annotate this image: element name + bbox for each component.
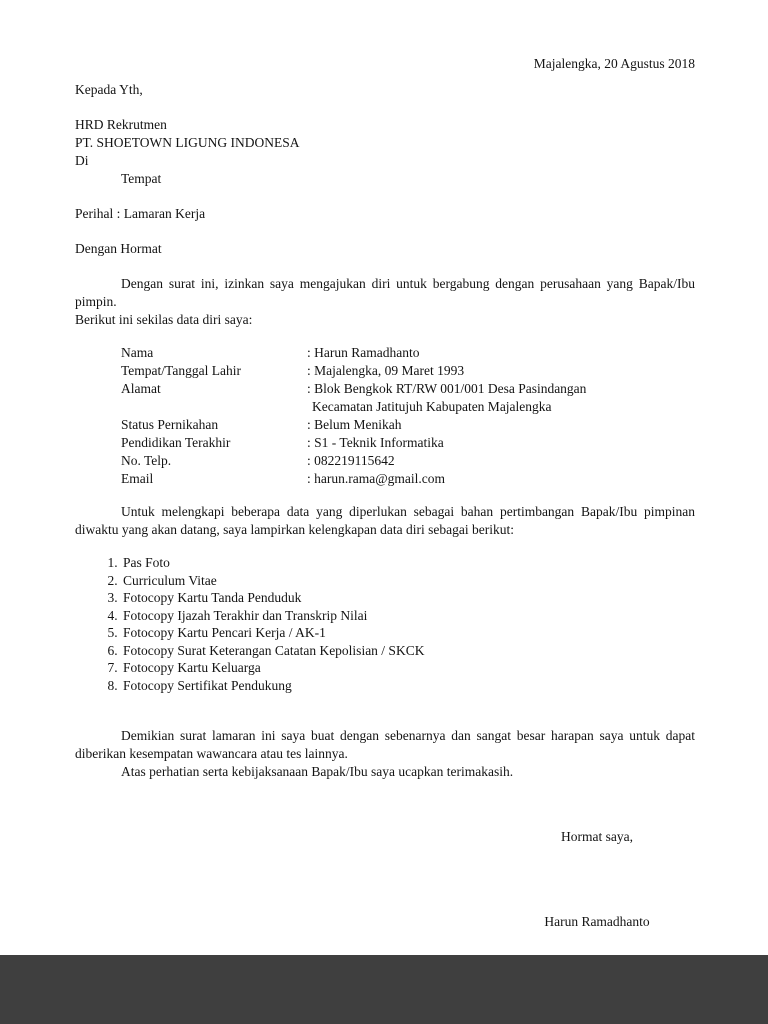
data-label: Nama bbox=[121, 345, 154, 360]
attachment-item: 4. Fotocopy Ijazah Terakhir dan Transkrip Nilai bbox=[121, 607, 695, 625]
attachment-item: 1. Pas Foto bbox=[121, 554, 695, 572]
data-value: : Harun Ramadhanto bbox=[307, 345, 420, 360]
intro-paragraph-cont: Berikut ini sekilas data diri saya: bbox=[75, 312, 253, 327]
data-value: : 082219115642 bbox=[307, 453, 395, 468]
data-value: : Majalengka, 09 Maret 1993 bbox=[307, 363, 465, 378]
data-value: Kecamatan Jatitujuh Kabupaten Majalengka bbox=[312, 399, 552, 414]
data-value: : Belum Menikah bbox=[307, 417, 402, 432]
intro-paragraph: Dengan surat ini, izinkan saya mengajukan diri untuk bergabung dengan perusahaan yang Bapak/Ibu pimpin. bbox=[75, 276, 695, 309]
signature-name: Harun Ramadhanto bbox=[544, 914, 650, 929]
recipient-block bbox=[75, 116, 695, 188]
subject-line: Perihal : Lamaran Kerja bbox=[75, 206, 206, 221]
attachments-intro-block bbox=[75, 503, 695, 539]
attachment-item: 7. Fotocopy Kartu Keluarga bbox=[121, 659, 695, 677]
signature-block bbox=[517, 828, 677, 931]
intro-block bbox=[75, 275, 695, 329]
attachment-item: 2. Curriculum Vitae bbox=[121, 572, 695, 590]
data-row-status bbox=[75, 416, 695, 434]
data-value: : harun.rama@gmail.com bbox=[307, 471, 446, 486]
attachment-item: 6. Fotocopy Surat Keterangan Catatan Kepolisian / SKCK bbox=[121, 642, 695, 660]
recipient-di: Di bbox=[75, 153, 89, 168]
attachments-list bbox=[75, 554, 695, 694]
recipient-department: HRD Rekrutmen bbox=[75, 117, 167, 132]
data-label bbox=[121, 398, 307, 416]
attachment-item: 3. Fotocopy Kartu Tanda Penduduk bbox=[121, 589, 695, 607]
data-row-ttl bbox=[75, 362, 695, 380]
personal-data-table bbox=[75, 344, 695, 488]
signature-salutation: Hormat saya, bbox=[561, 829, 633, 844]
recipient-salutation: Kepada Yth, bbox=[75, 82, 143, 97]
closing-paragraph-1: Demikian surat lamaran ini saya buat dengan sebenarnya dan sangat besar harapan saya untuk dapat diberikan kesempatan wawancara atau tes lainnya. bbox=[75, 728, 695, 761]
attachments-intro-paragraph: Untuk melengkapi beberapa data yang diperlukan sebagai bahan pertimbangan Bapak/Ibu pimpinan diwaktu yang akan datang, saya lampirkan kelengkapan data diri sebagai berikut: bbox=[75, 504, 695, 537]
recipient-company: PT. SHOETOWN LIGUNG INDONESA bbox=[75, 135, 300, 150]
recipient-tempat: Tempat bbox=[121, 171, 162, 186]
attachment-item: 8. Fotocopy Sertifikat Pendukung bbox=[121, 677, 695, 695]
data-label: Status Pernikahan bbox=[121, 417, 219, 432]
data-label: No. Telp. bbox=[121, 453, 172, 468]
closing-paragraph-2: Atas perhatian serta kebijaksanaan Bapak/Ibu saya ucapkan terimakasih. bbox=[121, 764, 514, 779]
data-label: Pendidikan Terakhir bbox=[121, 435, 231, 450]
date-line: Majalengka, 20 Agustus 2018 bbox=[533, 56, 695, 71]
data-row-pendidikan bbox=[75, 434, 695, 452]
data-row-alamat-cont bbox=[75, 398, 695, 416]
data-row-telp bbox=[75, 452, 695, 470]
greeting-line: Dengan Hormat bbox=[75, 241, 162, 256]
data-label: Tempat/Tanggal Lahir bbox=[121, 363, 241, 378]
data-row-email bbox=[75, 470, 695, 488]
attachment-item: 5. Fotocopy Kartu Pencari Kerja / AK-1 bbox=[121, 624, 695, 642]
data-row-alamat bbox=[75, 380, 695, 398]
data-row-nama bbox=[75, 344, 695, 362]
data-value: : Blok Bengkok RT/RW 001/001 Desa Pasindangan bbox=[307, 381, 587, 396]
viewer-footer-bar bbox=[0, 955, 768, 1024]
data-value: : S1 - Teknik Informatika bbox=[307, 435, 444, 450]
closing-block bbox=[75, 727, 695, 781]
data-label: Alamat bbox=[121, 381, 161, 396]
data-label: Email bbox=[121, 471, 154, 486]
